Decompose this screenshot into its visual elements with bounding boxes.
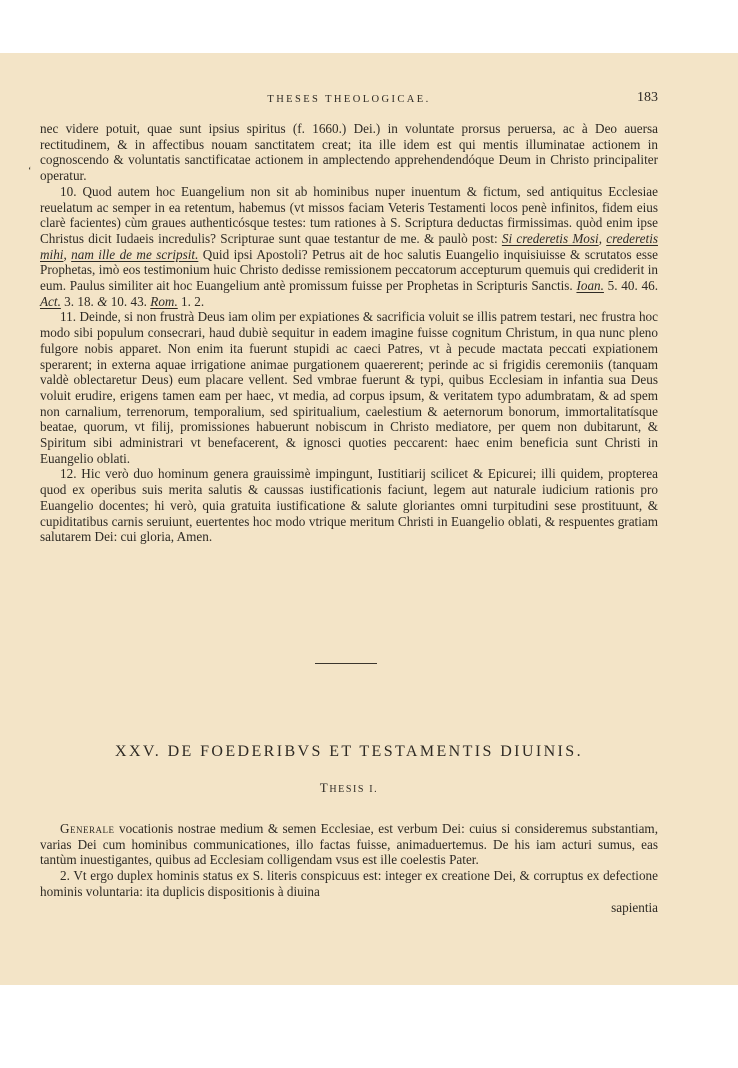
quote-mihi: crederetis mihi	[40, 230, 658, 262]
paragraph-continuation: nec videre potuit, quae sunt ipsius spiritus (f. 1660.) Dei.) in voluntate prorsus peruersa, ac à Deo auersa rectitudinem, & in affectibus nouam sanctitatem creat; ita ille idem est qui mentis illuminatae actionem in cognoscendo & voluntatis sanctificatae actionem in amplectendo apprehendendóque Deum in Christo principaliter operatur.	[40, 121, 658, 184]
quote-separator: ,	[63, 246, 72, 262]
paragraph-10-text-a: 10. Quod autem hoc Euangelium non sit ab hominibus nuper inuentum & fictum, sed antiquitus Ecclesiae reuelatum ac semper in ea retentum, habemus (vt missos faciam Veteris Testamenti locos penè infinitos, fidem eius clarè facientes) cùm graues authenticósque testes: tum rationes à S. Scriptura deductas firmissimas. quòd enim ipse Christus dicit Iudaeis incredulis? Scripturae sunt quae testantur de me. & paulò post:	[40, 183, 658, 246]
thesis-1-text: vocationis nostrae medium & semen Ecclesiae, est verbum Dei: cuius si consideremus substantiam, varias Dei cum hominibus communicationes, illo factas fuisse, animaduertemus. De his iam acturi sumus, eas tantùm inuestigantes, quibus ad Ecclesiam colligendam vsus est ille coelestis Pater.	[40, 821, 658, 868]
reference-rom: Rom.	[150, 293, 178, 309]
quote-separator: ,	[598, 230, 607, 246]
catchword: sapientia	[611, 899, 658, 915]
thesis-1-paragraph	[40, 821, 658, 868]
body-text-lower	[40, 821, 658, 915]
paragraph-10-text-b: Quid ipsi Apostoli? Petrus ait de hoc salutis Euangelio inquisiuisse & scrutatos esse Prophetas, imò eos testimonium huic Christo dedisse remissionem peccatorum accepturum quemuis qui crediderit in eum. Paulus similiter ait hoc Euangelium antè promissum fuisse per Prophetas in Scripturis Sanctis.	[40, 246, 658, 294]
page-number: 183	[637, 90, 658, 105]
page-header	[40, 90, 658, 112]
section-divider	[315, 663, 377, 664]
quote-scripsit: nam ille de me scripsit.	[71, 246, 199, 262]
reference-act-numbers: 3. 18.	[60, 293, 98, 309]
book-page	[0, 53, 738, 985]
paragraph-11: 11. Deinde, si non frustrà Deus iam olim per expiationes & sacrificia voluit se illis patrem testari, nec frustra hoc modo sibi populum consecrari, haud dubiè sequitur in eadem imagine fuisse cognitum Christum, in qua nunc pleno fulgore nobis apparet. Non enim ita fuerunt stupidi ac caeci Patres, vt à pecude mactata peccati expiationem sperarent; in externa aquae irrigatione animae purgationem quaererent; perinde ac si frigidis ceremoniis (tanquam valdè oblectaretur Deus) eum placare vellent. Sed vmbrae fuerunt & typi, quibus Ecclesiam in infantia sua Deus voluit erudire, erigens tamen eam per haec, vt media, ad corpus ipsum, & veritatem typo adumbratam, & ad spem non carnalium, terrenorum, temporalium, sed spiritualium, caelestium & aeternorum bonorum, immortalitatísque beatae, quorum, vt filij, promissiones habuerunt nobiscum in Christo mediatore, per quem non dubitarunt, & Spiritum sibi administrari vt benefacerent, & ignosci quoties peccarent: haec enim beneficia sunt Christi in Euangelio oblati.	[40, 309, 658, 466]
thesis-heading-initial: T	[319, 780, 330, 795]
thesis-2-paragraph: 2. Vt ergo duplex hominis status ex S. literis conspicuus est: integer ex creatione Dei, & corruptus ex defectione hominis voluntaria: ita duplicis dispositionis à diuina	[40, 868, 658, 899]
running-title: THESES THEOLOGICAE.	[267, 94, 431, 105]
thesis-heading-rest: HESIS I.	[329, 784, 379, 795]
body-text-upper	[40, 121, 658, 545]
reference-act: Act.	[40, 293, 61, 309]
paragraph-12: 12. Hic verò duo hominum genera grauissimè impingunt, Iustitiarij scilicet & Epicurei; illi quidem, propterea quod ex operibus suis merita salutis & caussas iustificationis faciunt, legem aut naturale iudicium rationis pro Euangelio docentes; hi verò, quia gratuita iustificatione & salute gloriantes omni turpitudini sese prostituunt, & cupiditatibus carnis seruiunt, euertentes hoc modo vtrique meritum Christi in Euangelio oblati, & respuentes gratiam salutarem Dei: cui gloria, Amen.	[40, 466, 658, 545]
quote-mosi: Si crederetis Mosi	[501, 230, 599, 246]
chapter-title: XXV. DE FOEDERIBVS ET TESTAMENTIS DIUINIS.	[115, 743, 583, 760]
reference-ampersand: &	[97, 293, 108, 309]
margin-mark: ‘	[28, 166, 32, 177]
reference-ioan: Ioan.	[576, 278, 604, 294]
reference-act-numbers-2: 10. 43.	[107, 293, 151, 309]
reference-ioan-numbers: 5. 40. 46.	[603, 278, 658, 294]
thesis-1-lead-word: Generale	[60, 821, 115, 836]
paragraph-10	[40, 184, 658, 310]
reference-rom-numbers: 1. 2.	[177, 293, 205, 309]
thesis-heading	[40, 780, 658, 796]
